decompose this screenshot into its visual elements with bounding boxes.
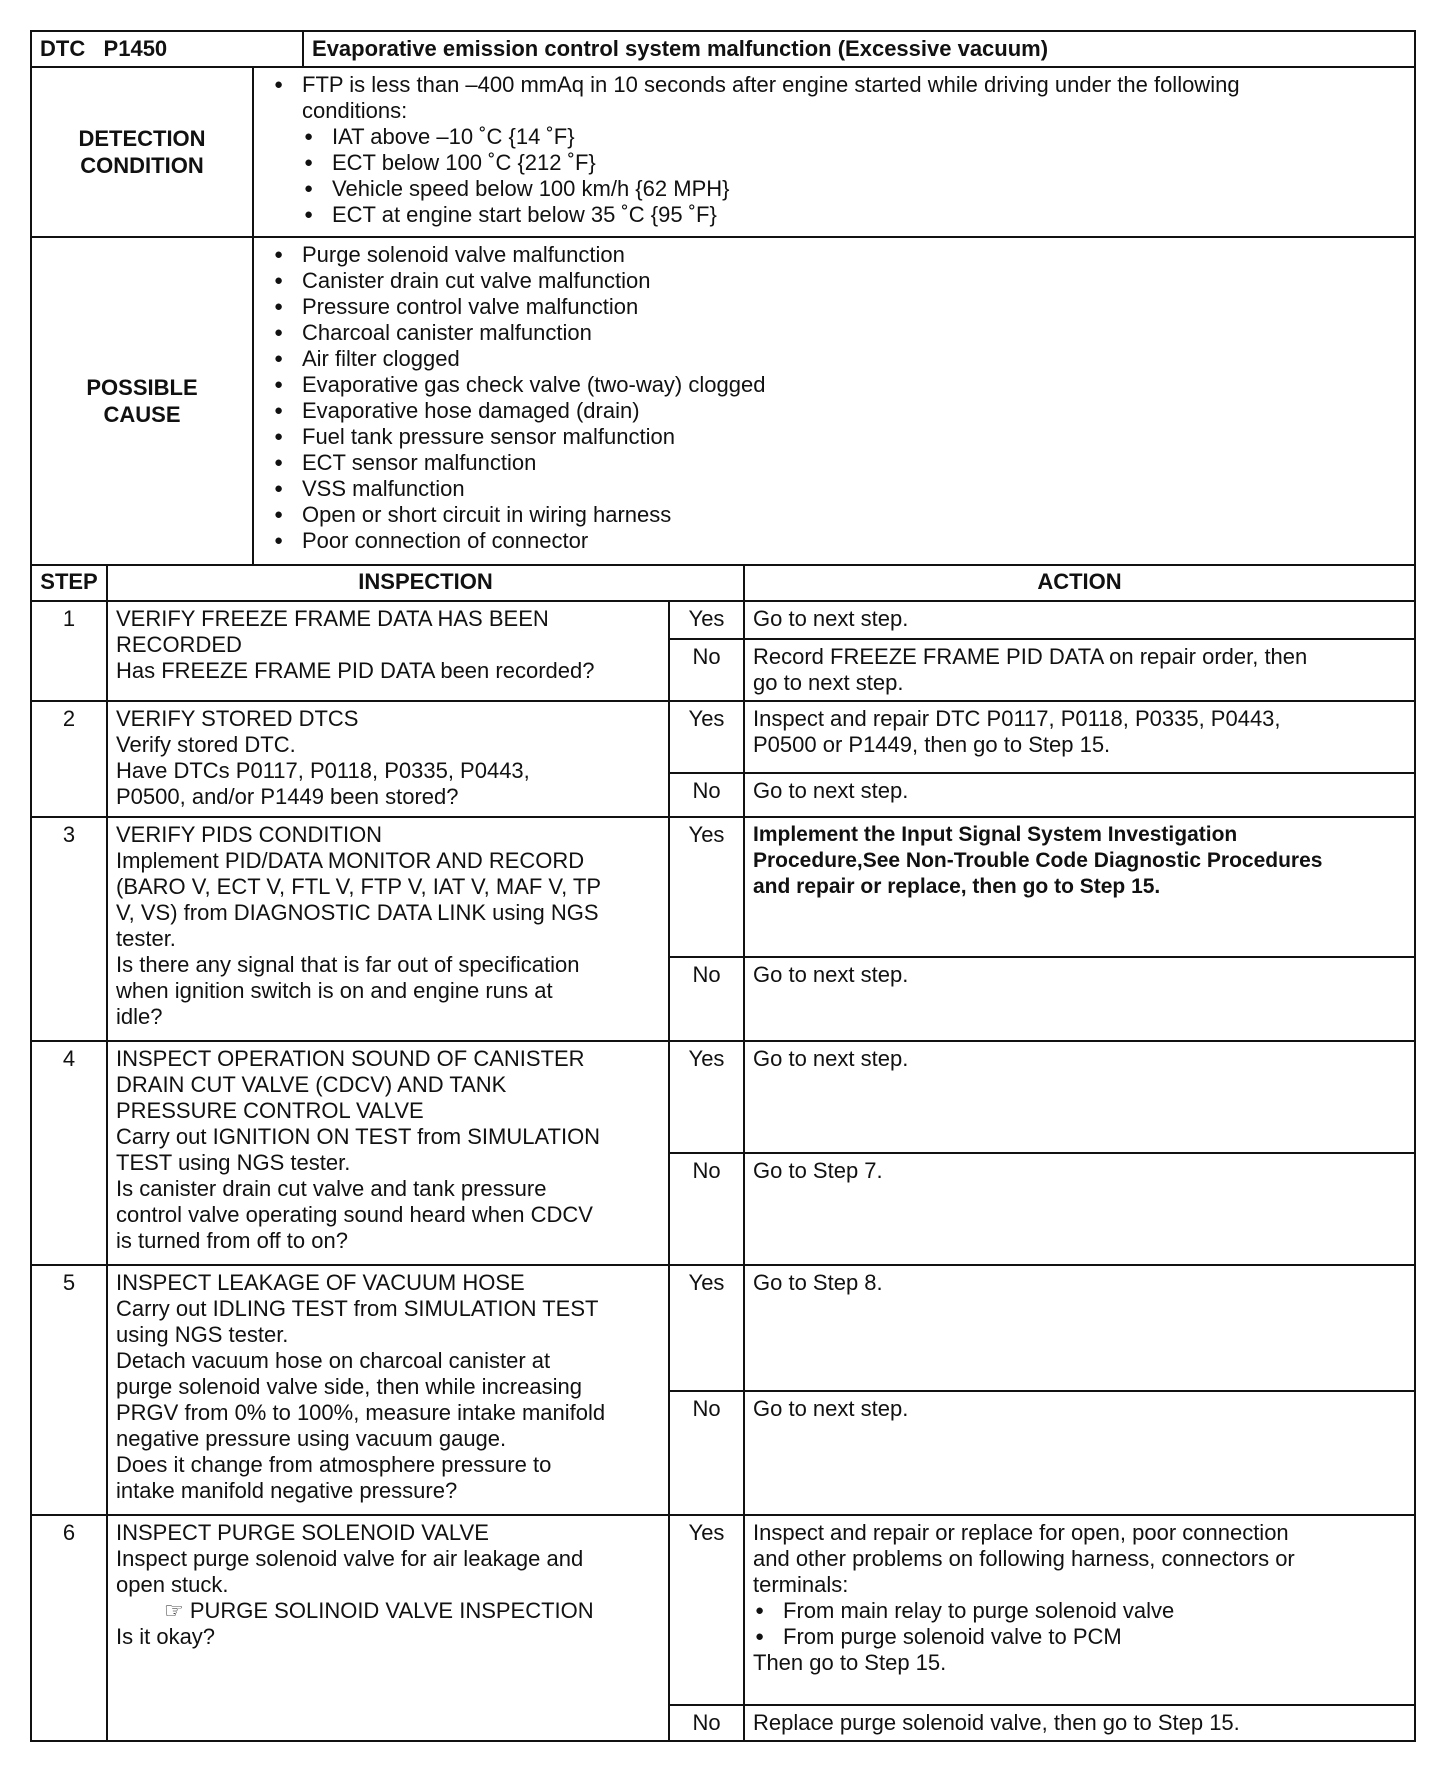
- yes-action: Go to next step.: [744, 1041, 1415, 1153]
- cause-item: ● Fuel tank pressure sensor malfunction: [270, 424, 1406, 450]
- steps-table: [30, 564, 1416, 1742]
- step-number: 2: [31, 701, 107, 817]
- no-action: Go to next step.: [744, 773, 1415, 817]
- cause-item: ● Evaporative hose damaged (drain): [270, 398, 1406, 424]
- no-action: Replace purge solenoid valve, then go to Step 15.: [744, 1705, 1415, 1741]
- yes-action: Go to Step 8.: [744, 1265, 1415, 1391]
- dtc-title: Evaporative emission control system malfunction (Excessive vacuum): [303, 31, 1415, 67]
- yes-label: Yes: [669, 601, 744, 639]
- step-number: 6: [31, 1515, 107, 1741]
- condition-item: ● ECT at engine start below 35 ˚C {95 ˚F}: [302, 202, 1406, 228]
- no-label: No: [669, 1391, 744, 1515]
- no-label: No: [669, 1705, 744, 1741]
- no-action: Go to next step.: [744, 1391, 1415, 1515]
- column-header-step: STEP: [31, 565, 107, 601]
- yes-label: Yes: [669, 817, 744, 957]
- yes-label: Yes: [669, 1265, 744, 1391]
- dtc-info-table: [30, 30, 1416, 566]
- column-header-inspection: INSPECTION: [107, 565, 744, 601]
- inspection-reference: ☞ PURGE SOLINOID VALVE INSPECTION: [164, 1598, 594, 1623]
- step-inspection: VERIFY PIDS CONDITION Implement PID/DATA MONITOR AND RECORD (BARO V, ECT V, FTL V, FTP V, IAT V, MAF V, TP V, VS) from DIAGNOSTIC DATA LINK using NGS tester. Is there any signal that is far out of specification when ignition switch is on and engine runs at idle?: [107, 817, 669, 1041]
- cause-item: ● Pressure control valve malfunction: [270, 294, 1406, 320]
- no-action: Record FREEZE FRAME PID DATA on repair order, then go to next step.: [744, 639, 1415, 701]
- no-label: No: [669, 639, 744, 701]
- step-inspection: VERIFY FREEZE FRAME DATA HAS BEEN RECORDED Has FREEZE FRAME PID DATA been recorded?: [107, 601, 669, 701]
- cause-item: ● Evaporative gas check valve (two-way) clogged: [270, 372, 1406, 398]
- step-number: 1: [31, 601, 107, 701]
- step-inspection: INSPECT LEAKAGE OF VACUUM HOSE Carry out IDLING TEST from SIMULATION TEST using NGS tester. Detach vacuum hose on charcoal canister at purge solenoid valve side, then while increasing PRGV from 0% to 100%, measure intake manifold negative pressure using vacuum gauge. Does it change from atmosphere pressure to intake manifold negative pressure?: [107, 1265, 669, 1515]
- yes-label: Yes: [669, 1041, 744, 1153]
- diagnostic-document: [30, 30, 1416, 1742]
- yes-action: Inspect and repair or replace for open, poor connection and other problems on following harness, connectors or terminals: ● From main relay to purge solenoid valve ● From purge solenoid valve to PCM Then go to Step 15.: [744, 1515, 1415, 1705]
- cause-item: ● Open or short circuit in wiring harness: [270, 502, 1406, 528]
- condition-item: ● ECT below 100 ˚C {212 ˚F}: [302, 150, 1406, 176]
- cause-item: ● Air filter clogged: [270, 346, 1406, 372]
- no-label: No: [669, 957, 744, 1041]
- dtc-code: DTC P1450: [31, 31, 303, 67]
- column-header-action: ACTION: [744, 565, 1415, 601]
- cause-item: ● Charcoal canister malfunction: [270, 320, 1406, 346]
- detection-condition-content: [253, 67, 1415, 237]
- cause-item: ● ECT sensor malfunction: [270, 450, 1406, 476]
- no-label: No: [669, 1153, 744, 1265]
- step-inspection: INSPECT PURGE SOLENOID VALVE Inspect purge solenoid valve for air leakage and open stuck. ☞ PURGE SOLINOID VALVE INSPECTION Is it okay?: [107, 1515, 669, 1741]
- cause-item: ● Poor connection of connector: [270, 528, 1406, 554]
- step-row: [31, 1515, 1415, 1705]
- step-row: [31, 1265, 1415, 1391]
- step-number: 5: [31, 1265, 107, 1515]
- condition-item: ● IAT above –10 ˚C {14 ˚F}: [302, 124, 1406, 150]
- step-row: [31, 601, 1415, 639]
- yes-action: Go to next step.: [744, 601, 1415, 639]
- step-inspection: VERIFY STORED DTCS Verify stored DTC. Have DTCs P0117, P0118, P0335, P0443, P0500, and/or P1449 been stored?: [107, 701, 669, 817]
- step-row: [31, 1041, 1415, 1153]
- detection-intro: ● FTP is less than –400 mmAq in 10 seconds after engine started while driving under the following conditions: ● IAT above –10 ˚C {14 ˚F} ● ECT below 100 ˚C {212 ˚F} ● Vehicle speed below 100 km/h {62 MPH} ● ECT at engine start below 35 ˚C {95 ˚F}: [270, 72, 1406, 228]
- step-number: 4: [31, 1041, 107, 1265]
- no-action: Go to next step.: [744, 957, 1415, 1041]
- cause-item: ● Canister drain cut valve malfunction: [270, 268, 1406, 294]
- condition-item: ● Vehicle speed below 100 km/h {62 MPH}: [302, 176, 1406, 202]
- step-inspection: INSPECT OPERATION SOUND OF CANISTER DRAIN CUT VALVE (CDCV) AND TANK PRESSURE CONTROL VALVE Carry out IGNITION ON TEST from SIMULATION TEST using NGS tester. Is canister drain cut valve and tank pressure control valve operating sound heard when CDCV is turned from off to on?: [107, 1041, 669, 1265]
- possible-cause-label: POSSIBLE CAUSE: [31, 237, 253, 565]
- yes-action: Implement the Input Signal System Investigation Procedure,See Non-Trouble Code Diagnostic Procedures and repair or replace, then go to Step 15.: [744, 817, 1415, 957]
- yes-action: Inspect and repair DTC P0117, P0118, P0335, P0443, P0500 or P1449, then go to Step 15.: [744, 701, 1415, 773]
- step-row: [31, 817, 1415, 957]
- step-number: 3: [31, 817, 107, 1041]
- cause-item: ● VSS malfunction: [270, 476, 1406, 502]
- harness-item: ● From purge solenoid valve to PCM: [753, 1624, 1406, 1650]
- cause-item: ● Purge solenoid valve malfunction: [270, 242, 1406, 268]
- no-label: No: [669, 773, 744, 817]
- no-action: Go to Step 7.: [744, 1153, 1415, 1265]
- detection-condition-label: DETECTION CONDITION: [31, 67, 253, 237]
- harness-item: ● From main relay to purge solenoid valve: [753, 1598, 1406, 1624]
- possible-cause-content: [253, 237, 1415, 565]
- yes-label: Yes: [669, 1515, 744, 1705]
- step-row: [31, 701, 1415, 773]
- yes-label: Yes: [669, 701, 744, 773]
